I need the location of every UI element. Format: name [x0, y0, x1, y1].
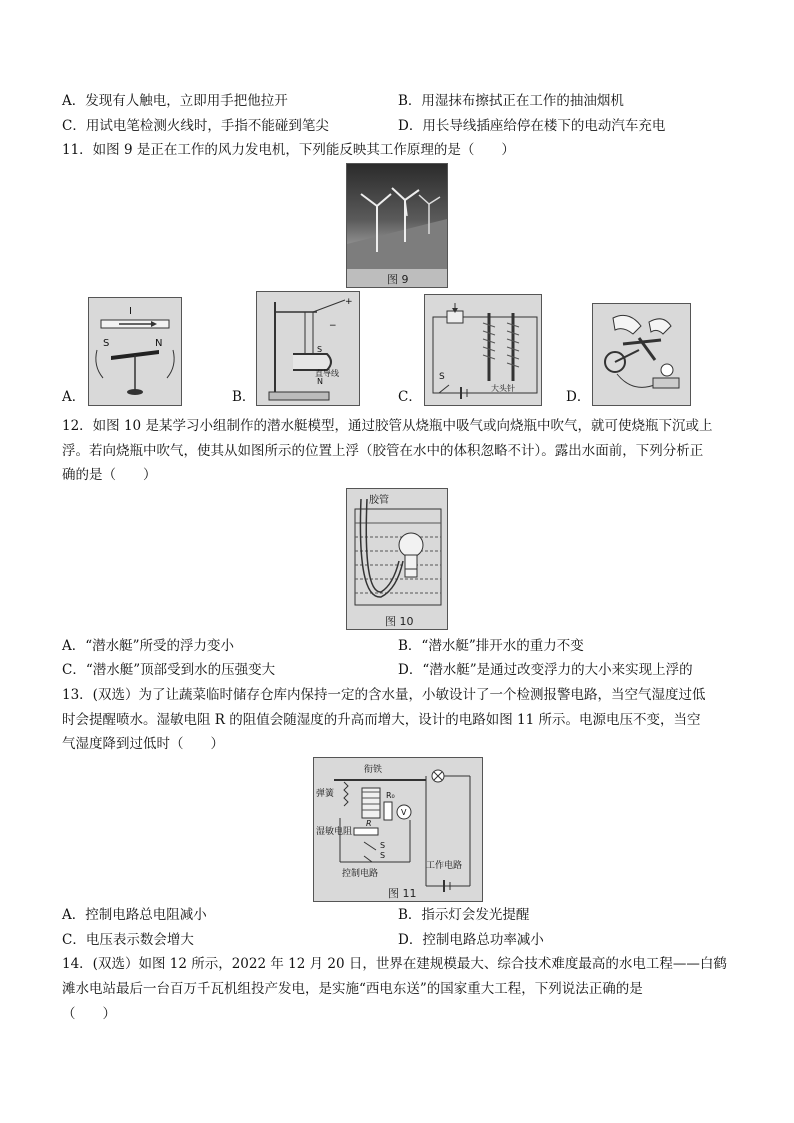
alarm-circuit-drawing: [314, 758, 482, 901]
figure-11-caption: 图 11: [388, 887, 417, 900]
option-b-figure-motor-effect: [256, 291, 360, 406]
q13-option-c: C．电压表示数会增大: [62, 932, 194, 948]
q12-stem-line-2: 浮。若向烧瓶中吹气，使其从如图所示的位置上浮（胶管在水中的体积忽略不计）。露出水面前，下列分析正: [62, 443, 704, 459]
work-circuit-label: 工作电路: [426, 861, 463, 871]
r0-label: R₀: [386, 791, 395, 800]
q13-stem-line-1: 13．(双选）为了让蔬菜临时储存仓库内保持一定的含水量，小敏设计了一个检测报警电路，当空气湿度过低: [62, 687, 706, 703]
pins-label: 大头针: [491, 384, 515, 393]
tube-label: 胶管: [369, 495, 389, 506]
plus-terminal-label: +: [345, 297, 353, 307]
q14-stem-line-2: 滩水电站最后一台百万千瓦机组投产发电，是实施“西电东送”的国家重大工程，下列说法正确的是: [62, 981, 643, 997]
spring-label: 弹簧: [316, 789, 335, 799]
figure-10-caption: 图 10: [385, 615, 414, 628]
q13-stem-line-2: 时会提醒喷水。湿敏电阻 R 的阻值会随湿度的升高而增大，设计的电路如图 11 所示。电源电压不变，当空: [62, 712, 701, 728]
figure-9-wind-turbines: [346, 163, 448, 288]
q11-stem: 11．如图 9 是正在工作的风力发电机，下列能反映其工作原理的是（ ）: [62, 142, 515, 158]
straight-wire-label: 直导线: [315, 369, 339, 378]
q11-label-a: A．: [62, 389, 86, 405]
pole-s-label: S: [103, 338, 110, 349]
current-label: I: [129, 306, 132, 317]
q12-stem-line-1: 12．如图 10 是某学习小组制作的潜水艇模型，通过胶管从烧瓶中吸气或向烧瓶中吹气，就可使烧瓶下沉或上: [62, 418, 713, 434]
q10-option-c: C．用试电笔检测火线时，手指不能碰到笔尖: [62, 118, 329, 134]
q11-label-d: D．: [566, 389, 591, 405]
control-circuit-label: 控制电路: [342, 869, 379, 879]
q11-label-b: B．: [232, 389, 256, 405]
hand-crank-generator-drawing: [593, 304, 690, 405]
option-a-figure-oersted: [88, 297, 182, 406]
switch-label: S: [439, 372, 445, 382]
q12-stem-line-3: 确的是（ ）: [62, 467, 157, 483]
magnet-s-label: S: [317, 345, 323, 354]
q13-option-b: B．指示灯会发光提醒: [398, 907, 530, 923]
q14-stem-line-3: （ ）: [62, 1006, 116, 1022]
q12-option-a: A．“潜水艇”所受的浮力变小: [62, 638, 235, 654]
q10-option-a: A．发现有人触电，立即用手把他拉开: [62, 93, 288, 109]
pole-n-label: N: [155, 338, 163, 349]
q12-option-b: B．“潜水艇”排开水的重力不变: [398, 638, 584, 654]
electromagnet-drawing: [425, 295, 541, 405]
humidity-sensor-label: 湿敏电阻: [316, 827, 353, 837]
switch-s-label-1: S: [380, 841, 386, 850]
option-d-figure-hand-generator: [592, 303, 691, 406]
q13-stem-line-3: 气湿度降到过低时（ ）: [62, 736, 224, 752]
q12-option-d: D．“潜水艇”是通过改变浮力的大小来实现上浮的: [398, 662, 693, 678]
option-c-figure-electromagnet: [424, 294, 542, 406]
figure-10-submarine-model: [346, 488, 448, 630]
switch-s-label-2: S: [380, 851, 386, 860]
q13-option-d: D．控制电路总功率减小: [398, 932, 544, 948]
q10-option-b: B．用湿抹布擦拭正在工作的抽油烟机: [398, 93, 624, 109]
q14-stem-line-1: 14．(双选）如图 12 所示，2022 年 12 月 20 日，世界在建规模最大、综合技术难度最高的水电工程——白鹤: [62, 956, 727, 972]
q13-option-a: A．控制电路总电阻减小: [62, 907, 207, 923]
q10-option-d: D．用长导线插座给停在楼下的电动汽车充电: [398, 118, 666, 134]
oersted-experiment-drawing: [89, 298, 181, 405]
voltmeter-label: V: [401, 808, 407, 817]
magnet-n-label: N: [317, 377, 323, 386]
motor-effect-drawing: [257, 292, 359, 405]
q12-option-c: C．“潜水艇”顶部受到水的压强变大: [62, 662, 276, 678]
q11-label-c: C．: [398, 389, 422, 405]
minus-terminal-label: −: [329, 321, 337, 331]
submarine-model-drawing: [347, 489, 447, 629]
figure-11-alarm-circuit: [313, 757, 483, 902]
figure-9-caption: 图 9: [387, 273, 409, 286]
sensor-r-label: R: [366, 819, 372, 828]
wind-turbine-image: [347, 164, 447, 287]
armature-label: 衔铁: [364, 765, 383, 775]
